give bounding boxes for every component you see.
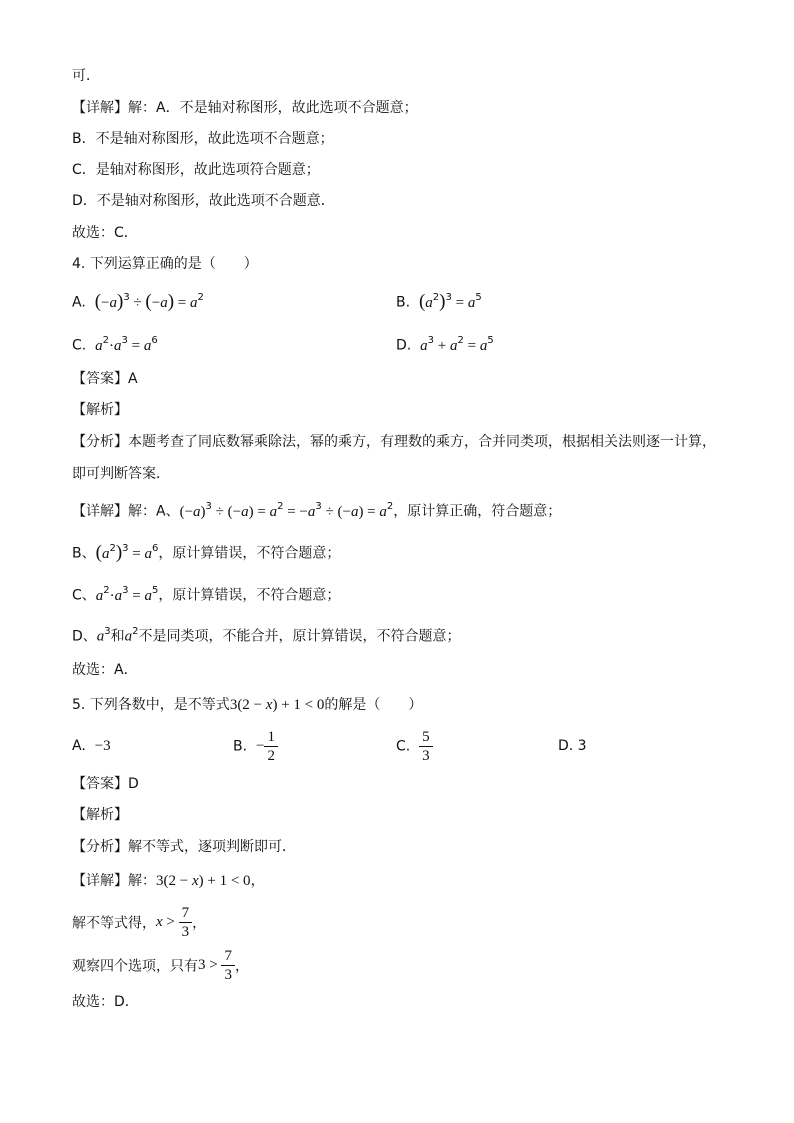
option-label: A. [72,738,86,754]
q5-option-d: D. 3 [558,738,587,754]
q4-option-a [72,289,204,313]
text-span: ， [234,958,249,975]
q4-fenxi-line-2: 即可判断答案． [72,466,170,482]
option-label: A. [72,294,86,311]
q4-option-b [396,289,482,313]
option-label: B. [233,738,248,755]
question-4-stem: 4. 下列运算正确的是（ ） [72,256,258,272]
option-label: B. [396,294,411,311]
q4-answer: 【答案】A [72,371,138,387]
q5-guxuan: 故选：D． [72,994,139,1010]
text-line: 故选：C． [72,225,138,241]
math-expression: $a^2\cdot a^3 = a^5$ [95,585,159,604]
q5-option-b: B. − $\frac{1}{2}$ [233,728,278,765]
q5-option-c: C. $\frac{5}{3}$ [396,728,433,765]
text-span: 解不等式得， [72,915,156,932]
q4-xiangjie-c [72,582,340,606]
math-expression: 3(2 − x) + 1 < 0 [229,697,325,713]
q4-xiangjie-a [72,498,561,522]
text-span: ，原计算错误，不符合题意； [158,587,341,604]
text-span: 【详解】解： [72,873,156,889]
math-expression: $a^3 + a^2 = a^5$ [420,335,494,354]
math-expression: $(a^2)^3 = a^6$ [95,541,159,563]
text-span: ， [192,915,207,932]
text-span: 5. 下列各数中，是不等式 [72,697,230,713]
q5-solve-line: 解不等式得，x > $\frac{7}{3}$ ， [72,905,207,940]
q5-option-a [72,736,111,756]
text-span: D、 [72,628,97,645]
option-label: C. [396,738,411,755]
text-line: B．不是轴对称图形，故此选项不合题意； [72,131,334,147]
text-line: 【详解】解：A．不是轴对称图形，故此选项不合题意； [72,100,418,116]
option-label: D. [396,337,412,354]
q4-option-c [72,332,158,356]
q4-guxuan: 故选：A． [72,662,138,678]
text-span: ，原计算正确，符合题意； [393,503,562,520]
text-span: C、 [72,587,96,604]
text-span: 观察四个选项，只有 [72,958,198,975]
text-span: ，原计算错误，不符合题意； [158,545,341,562]
text-span: ， [250,873,265,889]
text-line: C．是轴对称图形，故此选项符合题意； [72,162,320,178]
text-span: B、 [72,545,96,562]
text-span: 【详解】解：A、 [72,503,180,520]
q4-xiangjie-d: D、$a^3$和$a^2$不是同类项，不能合并，原计算错误，不符合题意； [72,626,461,645]
text-span: 不是同类项，不能合并，原计算错误，不符合题意； [138,628,461,645]
option-label: C. [72,337,87,354]
option-value: −3 [94,738,111,754]
text-span: 的解是（ ） [324,697,423,713]
math-expression: $a^2\cdot a^3 = a^6$ [95,335,158,354]
math-expression: $(-a)^3 \div (-a) = a^2$ [94,290,204,312]
q4-xiangjie-b [72,540,340,564]
q5-observe-line: 观察四个选项，只有3 > $\frac{7}{3}$ ， [72,948,249,983]
math-expression: $(-a)^3 \div (-a) = a^2 = -a^3 \div (-a) = a^2$ [179,501,394,520]
q4-fenxi-line-1: 【分析】本题考查了同底数幂乘除法，幂的乘方，有理数的乘方，合并同类项，根据相关法则逐一计算， [72,434,716,450]
text-line: 可． [72,68,100,84]
text-line: D．不是轴对称图形，故此选项不合题意． [72,193,335,209]
q5-answer: 【答案】D [72,776,139,792]
q5-jiexi-heading: 【解析】 [72,807,128,823]
question-5-stem [72,695,422,715]
math-expression: $(a^2)^3 = a^5$ [418,290,482,312]
q5-xiangjie [72,871,265,891]
q4-jiexi-heading: 【解析】 [72,402,128,418]
math-expression: 3(2 − x) + 1 < 0 [156,873,251,889]
q5-fenxi: 【分析】解不等式，逐项判断即可． [72,839,296,855]
q4-option-d [396,332,494,356]
text-span: 和 [110,628,125,645]
